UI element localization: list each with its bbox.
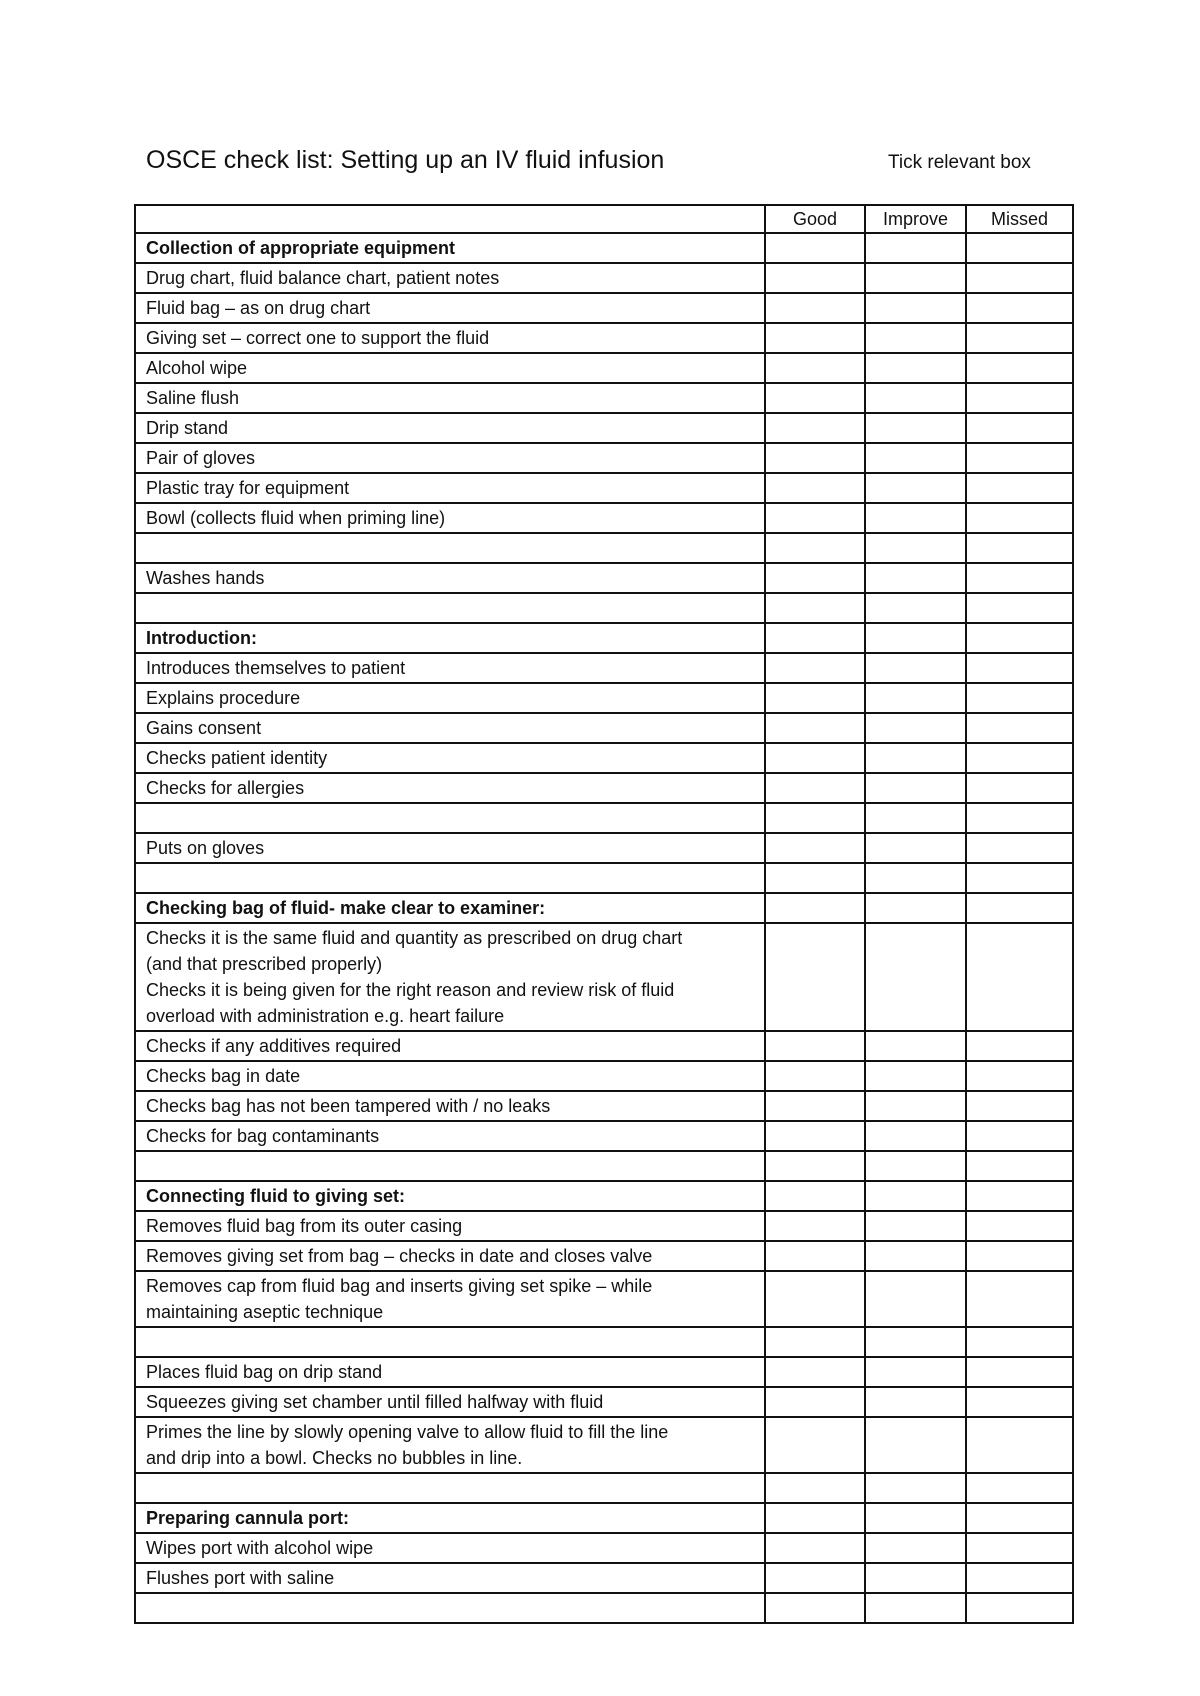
tick-box-good[interactable] (765, 863, 865, 893)
tick-box-missed[interactable] (966, 683, 1073, 713)
checklist-row (135, 743, 1073, 773)
tick-box-improve[interactable] (865, 233, 966, 263)
tick-box-good[interactable] (765, 653, 865, 683)
checklist-item: Plastic tray for equipment (135, 473, 765, 503)
tick-box-missed[interactable] (966, 1241, 1073, 1271)
tick-box-missed[interactable] (966, 1533, 1073, 1563)
tick-box-improve[interactable] (865, 473, 966, 503)
tick-box-missed[interactable] (966, 1473, 1073, 1503)
tick-box-improve[interactable] (865, 1181, 966, 1211)
checklist-item: Introduces themselves to patient (135, 653, 765, 683)
section-heading: Connecting fluid to giving set: (135, 1181, 765, 1211)
section-row (135, 893, 1073, 923)
checklist-item-line: maintaining aseptic technique (146, 1302, 384, 1322)
checklist-row (135, 1387, 1073, 1417)
tick-instruction: Tick relevant box (888, 152, 1031, 173)
tick-box-good[interactable] (765, 323, 865, 353)
checklist-item: Washes hands (135, 563, 765, 593)
checklist-row (135, 1091, 1073, 1121)
tick-box-missed[interactable] (966, 1061, 1073, 1091)
tick-box-improve[interactable] (865, 593, 966, 623)
checklist-row (135, 1031, 1073, 1061)
tick-box-good[interactable] (765, 1121, 865, 1151)
tick-box-improve[interactable] (865, 743, 966, 773)
header-item-cell (135, 205, 765, 233)
checklist-item-line: overload with administration e.g. heart failure (146, 1006, 505, 1026)
checklist-row (135, 1417, 1073, 1473)
tick-box-improve[interactable] (865, 893, 966, 923)
tick-box-good[interactable] (765, 1241, 865, 1271)
checklist-item: Squeezes giving set chamber until filled halfway with fluid (135, 1387, 765, 1417)
checklist-row (135, 713, 1073, 743)
tick-box-missed[interactable] (966, 263, 1073, 293)
tick-box-improve[interactable] (865, 383, 966, 413)
checklist-item: Checks bag has not been tampered with / no leaks (135, 1091, 765, 1121)
checklist-row (135, 293, 1073, 323)
tick-box-missed[interactable] (966, 1357, 1073, 1387)
checklist-item (135, 863, 765, 893)
tick-box-good[interactable] (765, 1031, 865, 1061)
checklist-row (135, 1593, 1073, 1623)
tick-box-improve[interactable] (865, 773, 966, 803)
checklist-row (135, 473, 1073, 503)
checklist-item: Places fluid bag on drip stand (135, 1357, 765, 1387)
tick-box-good[interactable] (765, 503, 865, 533)
tick-box-good[interactable] (765, 1417, 865, 1473)
tick-box-missed[interactable] (966, 563, 1073, 593)
tick-box-good[interactable] (765, 1357, 865, 1387)
checklist-row (135, 443, 1073, 473)
checklist-item: Alcohol wipe (135, 353, 765, 383)
checklist-item: Drug chart, fluid balance chart, patient notes (135, 263, 765, 293)
tick-box-missed[interactable] (966, 1417, 1073, 1473)
tick-box-good[interactable] (765, 713, 865, 743)
tick-box-missed[interactable] (966, 383, 1073, 413)
tick-box-good[interactable] (765, 473, 865, 503)
tick-box-improve[interactable] (865, 353, 966, 383)
section-heading: Preparing cannula port: (135, 1503, 765, 1533)
tick-box-good[interactable] (765, 1503, 865, 1533)
checklist-item (135, 533, 765, 563)
tick-box-missed[interactable] (966, 743, 1073, 773)
page-title: OSCE check list: Setting up an IV fluid infusion (146, 146, 665, 174)
tick-box-missed[interactable] (966, 1121, 1073, 1151)
checklist-item-line: Checks it is being given for the right reason and review risk of fluid (146, 980, 675, 1000)
checklist-row (135, 833, 1073, 863)
tick-box-improve[interactable] (865, 1121, 966, 1151)
tick-box-good[interactable] (765, 353, 865, 383)
tick-box-improve[interactable] (865, 293, 966, 323)
tick-box-missed[interactable] (966, 1593, 1073, 1623)
checklist-item: Saline flush (135, 383, 765, 413)
tick-box-missed[interactable] (966, 1271, 1073, 1327)
tick-box-good[interactable] (765, 593, 865, 623)
tick-box-improve[interactable] (865, 1211, 966, 1241)
tick-box-improve[interactable] (865, 443, 966, 473)
tick-box-improve[interactable] (865, 1031, 966, 1061)
checklist-item (135, 593, 765, 623)
checklist-row (135, 1241, 1073, 1271)
checklist-row (135, 653, 1073, 683)
column-header-good: Good (765, 205, 865, 233)
tick-box-missed[interactable] (966, 233, 1073, 263)
checklist-item: Checks for bag contaminants (135, 1121, 765, 1151)
checklist-row (135, 803, 1073, 833)
checklist-item: Fluid bag – as on drug chart (135, 293, 765, 323)
tick-box-good[interactable] (765, 1327, 865, 1357)
tick-box-missed[interactable] (966, 863, 1073, 893)
tick-box-missed[interactable] (966, 1563, 1073, 1593)
tick-box-good[interactable] (765, 1211, 865, 1241)
tick-box-missed[interactable] (966, 923, 1073, 1031)
checklist-item (135, 1271, 765, 1327)
tick-box-missed[interactable] (966, 1327, 1073, 1357)
section-row (135, 1181, 1073, 1211)
checklist-row (135, 683, 1073, 713)
tick-box-good[interactable] (765, 1061, 865, 1091)
tick-box-improve[interactable] (865, 1061, 966, 1091)
checklist-item: Checks if any additives required (135, 1031, 765, 1061)
tick-box-improve[interactable] (865, 323, 966, 353)
tick-box-missed[interactable] (966, 1091, 1073, 1121)
tick-box-good[interactable] (765, 1151, 865, 1181)
checklist-item: Explains procedure (135, 683, 765, 713)
tick-box-missed[interactable] (966, 803, 1073, 833)
tick-box-improve[interactable] (865, 1357, 966, 1387)
tick-box-good[interactable] (765, 1181, 865, 1211)
tick-box-missed[interactable] (966, 773, 1073, 803)
checklist-item: Flushes port with saline (135, 1563, 765, 1593)
checklist-row (135, 263, 1073, 293)
tick-box-good[interactable] (765, 1593, 865, 1623)
checklist-item (135, 1473, 765, 1503)
checklist-row (135, 413, 1073, 443)
tick-box-improve[interactable] (865, 1593, 966, 1623)
tick-box-missed[interactable] (966, 473, 1073, 503)
checklist-item (135, 1151, 765, 1181)
checklist-item: Removes fluid bag from its outer casing (135, 1211, 765, 1241)
tick-box-good[interactable] (765, 1387, 865, 1417)
tick-box-improve[interactable] (865, 1473, 966, 1503)
tick-box-improve[interactable] (865, 1417, 966, 1473)
checklist-item: Checks patient identity (135, 743, 765, 773)
section-heading: Checking bag of fluid- make clear to examiner: (135, 893, 765, 923)
checklist-item: Checks bag in date (135, 1061, 765, 1091)
checklist-item (135, 803, 765, 833)
tick-box-missed[interactable] (966, 413, 1073, 443)
checklist-item-line: Checks it is the same fluid and quantity as prescribed on drug chart (146, 928, 683, 948)
checklist-row (135, 1151, 1073, 1181)
tick-box-improve[interactable] (865, 1151, 966, 1181)
tick-box-improve[interactable] (865, 683, 966, 713)
tick-box-improve[interactable] (865, 713, 966, 743)
checklist-item: Pair of gloves (135, 443, 765, 473)
checklist-row (135, 353, 1073, 383)
checklist-item (135, 1417, 765, 1473)
checklist-row (135, 1563, 1073, 1593)
tick-box-missed[interactable] (966, 1151, 1073, 1181)
column-header-missed: Missed (966, 205, 1073, 233)
tick-box-improve[interactable] (865, 1503, 966, 1533)
checklist-item (135, 923, 765, 1031)
checklist-row (135, 863, 1073, 893)
tick-box-improve[interactable] (865, 923, 966, 1031)
tick-box-good[interactable] (765, 443, 865, 473)
tick-box-good[interactable] (765, 263, 865, 293)
section-heading: Collection of appropriate equipment (135, 233, 765, 263)
checklist-item (135, 1593, 765, 1623)
tick-box-improve[interactable] (865, 533, 966, 563)
tick-box-improve[interactable] (865, 1271, 966, 1327)
checklist-item: Puts on gloves (135, 833, 765, 863)
tick-box-improve[interactable] (865, 413, 966, 443)
checklist-row (135, 1061, 1073, 1091)
checklist-row (135, 1271, 1073, 1327)
tick-box-good[interactable] (765, 623, 865, 653)
tick-box-good[interactable] (765, 1533, 865, 1563)
tick-box-improve[interactable] (865, 263, 966, 293)
tick-box-missed[interactable] (966, 533, 1073, 563)
tick-box-missed[interactable] (966, 593, 1073, 623)
tick-box-improve[interactable] (865, 1563, 966, 1593)
checklist-row (135, 383, 1073, 413)
section-row (135, 623, 1073, 653)
tick-box-missed[interactable] (966, 893, 1073, 923)
section-row (135, 233, 1073, 263)
tick-box-improve[interactable] (865, 563, 966, 593)
tick-box-good[interactable] (765, 803, 865, 833)
checklist-item-line: (and that prescribed properly) (146, 954, 383, 974)
checklist-item: Giving set – correct one to support the fluid (135, 323, 765, 353)
column-header-improve: Improve (865, 205, 966, 233)
checklist-row (135, 1211, 1073, 1241)
tick-box-good[interactable] (765, 893, 865, 923)
tick-box-good[interactable] (765, 563, 865, 593)
checklist-item-line: and drip into a bowl. Checks no bubbles in line. (146, 1448, 523, 1468)
tick-box-improve[interactable] (865, 1387, 966, 1417)
tick-box-missed[interactable] (966, 1211, 1073, 1241)
checklist-row (135, 323, 1073, 353)
tick-box-missed[interactable] (966, 293, 1073, 323)
checklist-row (135, 923, 1073, 1031)
header-row (135, 205, 1073, 233)
tick-box-good[interactable] (765, 923, 865, 1031)
tick-box-good[interactable] (765, 1563, 865, 1593)
tick-box-good[interactable] (765, 743, 865, 773)
tick-box-improve[interactable] (865, 503, 966, 533)
tick-box-missed[interactable] (966, 833, 1073, 863)
tick-box-missed[interactable] (966, 353, 1073, 383)
checklist-item: Removes giving set from bag – checks in date and closes valve (135, 1241, 765, 1271)
tick-box-improve[interactable] (865, 1241, 966, 1271)
tick-box-improve[interactable] (865, 1327, 966, 1357)
tick-box-good[interactable] (765, 293, 865, 323)
checklist-row (135, 563, 1073, 593)
tick-box-good[interactable] (765, 1473, 865, 1503)
tick-box-missed[interactable] (966, 503, 1073, 533)
section-heading: Introduction: (135, 623, 765, 653)
checklist-item: Checks for allergies (135, 773, 765, 803)
tick-box-improve[interactable] (865, 653, 966, 683)
tick-box-good[interactable] (765, 833, 865, 863)
checklist-item (135, 1327, 765, 1357)
tick-box-missed[interactable] (966, 653, 1073, 683)
tick-box-improve[interactable] (865, 833, 966, 863)
checklist-item-line: Primes the line by slowly opening valve to allow fluid to fill the line (146, 1422, 669, 1442)
checklist-item: Bowl (collects fluid when priming line) (135, 503, 765, 533)
checklist-row (135, 1121, 1073, 1151)
tick-box-improve[interactable] (865, 803, 966, 833)
tick-box-missed[interactable] (966, 1387, 1073, 1417)
checklist-item: Wipes port with alcohol wipe (135, 1533, 765, 1563)
checklist-row (135, 533, 1073, 563)
checklist-row (135, 503, 1073, 533)
tick-box-missed[interactable] (966, 713, 1073, 743)
tick-box-missed[interactable] (966, 1031, 1073, 1061)
tick-box-good[interactable] (765, 683, 865, 713)
tick-box-good[interactable] (765, 233, 865, 263)
tick-box-good[interactable] (765, 1091, 865, 1121)
checklist-row (135, 773, 1073, 803)
tick-box-improve[interactable] (865, 863, 966, 893)
tick-box-good[interactable] (765, 383, 865, 413)
checklist-row (135, 1473, 1073, 1503)
checklist-item-line: Removes cap from fluid bag and inserts giving set spike – while (146, 1276, 653, 1296)
checklist-row (135, 1357, 1073, 1387)
tick-box-improve[interactable] (865, 1091, 966, 1121)
checklist-row (135, 1327, 1073, 1357)
checklist-table (134, 204, 1074, 1624)
tick-box-missed[interactable] (966, 1181, 1073, 1211)
checklist-row (135, 593, 1073, 623)
section-row (135, 1503, 1073, 1533)
tick-box-missed[interactable] (966, 323, 1073, 353)
tick-box-improve[interactable] (865, 623, 966, 653)
checklist-item: Gains consent (135, 713, 765, 743)
tick-box-improve[interactable] (865, 1533, 966, 1563)
tick-box-good[interactable] (765, 1271, 865, 1327)
checklist-row (135, 1533, 1073, 1563)
tick-box-missed[interactable] (966, 443, 1073, 473)
tick-box-good[interactable] (765, 413, 865, 443)
tick-box-good[interactable] (765, 773, 865, 803)
checklist-item: Drip stand (135, 413, 765, 443)
tick-box-missed[interactable] (966, 623, 1073, 653)
tick-box-good[interactable] (765, 533, 865, 563)
tick-box-missed[interactable] (966, 1503, 1073, 1533)
